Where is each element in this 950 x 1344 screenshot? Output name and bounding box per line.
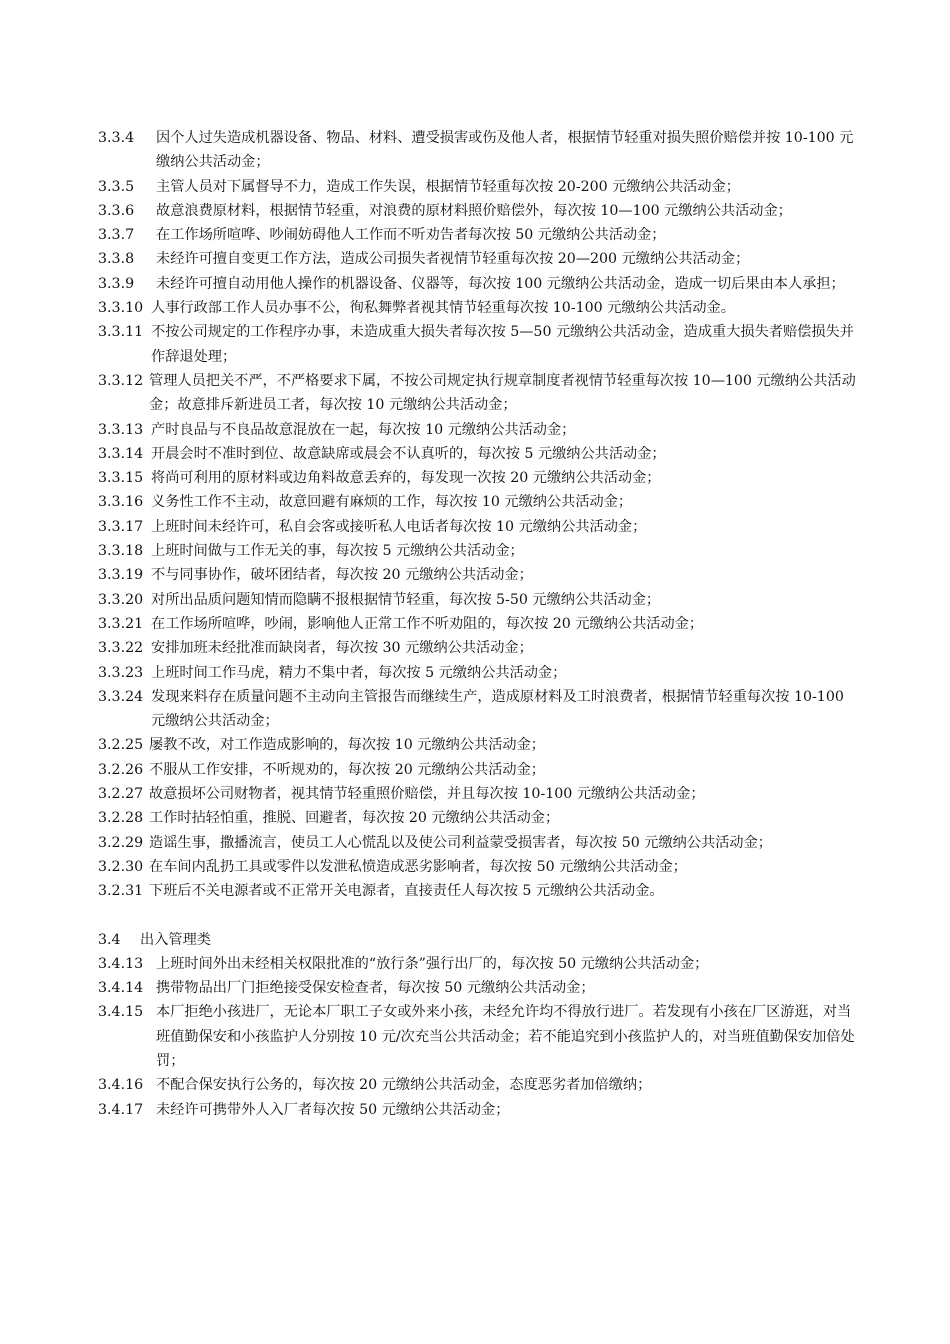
item-number: 3.2.25	[98, 737, 144, 754]
item-text: 未经许可携带外人入厂者每次按 50 元缴纳公共活动金；	[156, 1101, 510, 1118]
item-text: 在工作场所喧哗、吵闹妨碍他人工作而不听劝告者每次按 50 元缴纳公共活动金；	[156, 227, 666, 244]
list-item	[98, 685, 858, 734]
item-text: 对所出品质问题知情而隐瞒不报根据情节轻重，每次按 5-50 元缴纳公共活动金；	[151, 591, 661, 608]
item-number: 3.4.14	[98, 980, 144, 997]
item-number: 3.2.29	[98, 834, 144, 851]
item-number: 3.2.27	[98, 786, 144, 803]
list-item	[98, 1098, 858, 1122]
list-item	[98, 661, 858, 685]
item-number: 3.3.12	[98, 372, 144, 389]
item-number: 3.3.23	[98, 664, 144, 681]
list-item	[98, 320, 858, 369]
item-text: 工作时拈轻怕重，推脱、回避者，每次按 20 元缴纳公共活动金；	[149, 810, 560, 827]
item-number: 3.4.13	[98, 955, 144, 972]
item-number: 3.2.28	[98, 810, 144, 827]
list-item	[98, 733, 858, 757]
item-number: 3.4.17	[98, 1101, 144, 1118]
item-number: 3.3.20	[98, 591, 144, 608]
list-item	[98, 515, 858, 539]
item-text: 本厂拒绝小孩进厂，无论本厂职工子女或外来小孩，未经允许均不得放行进厂。若发现有小孩在厂区游逛，对当班值勤保安和小孩监护人分别按 10 元/次充当公共活动金；若不能追究到小孩监护人的，对当班值勤保安加倍处罚；	[156, 1004, 855, 1069]
item-number: 3.3.24	[98, 688, 144, 705]
list-item	[98, 442, 858, 466]
list-item	[98, 855, 858, 879]
list-item	[98, 466, 858, 490]
item-text: 将尚可利用的原材料或边角料故意丢弃的，每发现一次按 20 元缴纳公共活动金；	[151, 470, 661, 487]
item-text: 在工作场所喧哗，吵闹，影响他人正常工作不听劝阻的，每次按 20 元缴纳公共活动金；	[151, 615, 704, 632]
list-item	[98, 175, 858, 199]
item-text: 上班时间未经许可，私自会客或接听私人电话者每次按 10 元缴纳公共活动金；	[151, 518, 647, 535]
list-item	[98, 369, 858, 418]
item-text: 未经许可擅自变更工作方法，造成公司损失者视情节轻重每次按 20—200 元缴纳公共活动金；	[156, 251, 750, 268]
list-item	[98, 1073, 858, 1097]
item-text: 在车间内乱扔工具或零件以发泄私愤造成恶劣影响者，每次按 50 元缴纳公共活动金；	[149, 858, 687, 875]
item-text: 不与同事协作，破坏团结者，每次按 20 元缴纳公共活动金；	[151, 567, 533, 584]
list-item	[98, 272, 858, 296]
list-item	[98, 1000, 858, 1073]
list-item	[98, 976, 858, 1000]
item-number: 3.3.19	[98, 567, 144, 584]
section-heading	[98, 928, 858, 952]
item-text: 人事行政部工作人员办事不公，徇私舞弊者视其情节轻重每次按 10-100 元缴纳公共活动金。	[151, 300, 735, 317]
list-item	[98, 247, 858, 271]
section-title: 出入管理类	[140, 931, 211, 948]
item-number: 3.3.17	[98, 518, 144, 535]
item-text: 上班时间工作马虎，精力不集中者，每次按 5 元缴纳公共活动金；	[151, 664, 567, 681]
item-number: 3.3.8	[98, 251, 135, 268]
item-text: 屡教不改，对工作造成影响的，每次按 10 元缴纳公共活动金；	[149, 737, 545, 754]
list-item	[98, 879, 858, 903]
list-item	[98, 539, 858, 563]
item-text: 因个人过失造成机器设备、物品、材料、遭受损害或伤及他人者，根据情节轻重对损失照价赔偿并按 10-100 元缴纳公共活动金；	[156, 130, 854, 171]
item-number: 3.3.22	[98, 640, 144, 657]
list-item	[98, 588, 858, 612]
regulation-list	[98, 126, 858, 1122]
list-item	[98, 418, 858, 442]
item-text: 开晨会时不准时到位、故意缺席或晨会不认真听的，每次按 5 元缴纳公共活动金；	[151, 445, 666, 462]
list-item	[98, 782, 858, 806]
list-item	[98, 758, 858, 782]
item-number: 3.3.16	[98, 494, 144, 511]
item-number: 3.3.21	[98, 615, 144, 632]
list-item	[98, 636, 858, 660]
item-text: 发现来料存在质量问题不主动向主管报告而继续生产，造成原材料及工时浪费者，根据情节轻重每次按 10-100 元缴纳公共活动金；	[151, 688, 844, 730]
item-text: 故意浪费原材料，根据情节轻重，对浪费的原材料照价赔偿外，每次按 10—100 元缴纳公共活动金；	[156, 202, 792, 219]
item-text: 管理人员把关不严，不严格要求下属，不按公司规定执行规章制度者视情节轻重每次按 10—100 元缴纳公共活动金；故意排斥新进员工者，每次按 10 元缴纳公共活动金；	[149, 372, 856, 414]
item-text: 故意损坏公司财物者，视其情节轻重照价赔偿，并且每次按 10-100 元缴纳公共活动金；	[149, 786, 705, 803]
item-number: 3.3.6	[98, 202, 135, 219]
item-text: 上班时间做与工作无关的事，每次按 5 元缴纳公共活动金；	[151, 543, 524, 560]
item-text: 造谣生事，撒播流言，使员工人心慌乱以及使公司利益蒙受损害者，每次按 50 元缴纳公共活动金；	[149, 834, 772, 851]
item-text: 未经许可擅自动用他人操作的机器设备、仪器等，每次按 100 元缴纳公共活动金，造成一切后果由本人承担；	[156, 275, 845, 292]
list-item	[98, 563, 858, 587]
item-text: 上班时间外出未经相关权限批准的“放行条”强行出厂的，每次按 50 元缴纳公共活动金；	[156, 955, 709, 972]
item-text: 不配合保安执行公务的，每次按 20 元缴纳公共活动金，态度恶劣者加倍缴纳；	[156, 1077, 652, 1094]
item-number: 3.3.7	[98, 227, 135, 244]
item-number: 3.2.31	[98, 883, 144, 900]
item-number: 3.3.15	[98, 470, 144, 487]
item-number: 3.2.30	[98, 858, 144, 875]
list-item	[98, 296, 858, 320]
list-item	[98, 199, 858, 223]
item-text: 携带物品出厂门拒绝接受保安检查者，每次按 50 元缴纳公共活动金；	[156, 980, 595, 997]
blank-line	[98, 904, 858, 928]
list-item	[98, 612, 858, 636]
item-number: 3.2.26	[98, 761, 144, 778]
item-number: 3.3.5	[98, 178, 135, 195]
item-text: 安排加班未经批准而缺岗者，每次按 30 元缴纳公共活动金；	[151, 640, 533, 657]
list-item	[98, 126, 858, 175]
item-number: 3.4.15	[98, 1004, 144, 1021]
list-item	[98, 490, 858, 514]
item-number: 3.4.16	[98, 1077, 144, 1094]
section-number: 3.4	[98, 931, 121, 948]
item-text: 义务性工作不主动，故意回避有麻烦的工作，每次按 10 元缴纳公共活动金；	[151, 494, 633, 511]
list-item	[98, 223, 858, 247]
list-item	[98, 952, 858, 976]
item-number: 3.3.9	[98, 275, 135, 292]
item-number: 3.3.4	[98, 130, 135, 146]
item-number: 3.3.18	[98, 543, 144, 560]
item-text: 不按公司规定的工作程序办事，未造成重大损失者每次按 5—50 元缴纳公共活动金，造成重大损失者赔偿损失并作辞退处理；	[151, 324, 854, 365]
item-number: 3.3.11	[98, 324, 144, 341]
list-item	[98, 831, 858, 855]
item-number: 3.3.10	[98, 300, 144, 317]
item-text: 不服从工作安排，不听规劝的，每次按 20 元缴纳公共活动金；	[149, 761, 545, 778]
item-number: 3.3.14	[98, 445, 144, 462]
list-item	[98, 806, 858, 830]
item-text: 下班后不关电源者或不正常开关电源者，直接责任人每次按 5 元缴纳公共活动金。	[149, 883, 664, 900]
item-number: 3.3.13	[98, 421, 144, 438]
item-text: 产时良品与不良品故意混放在一起，每次按 10 元缴纳公共活动金；	[151, 421, 576, 438]
item-text: 主管人员对下属督导不力，造成工作失误，根据情节轻重每次按 20-200 元缴纳公共活动金；	[156, 178, 740, 195]
